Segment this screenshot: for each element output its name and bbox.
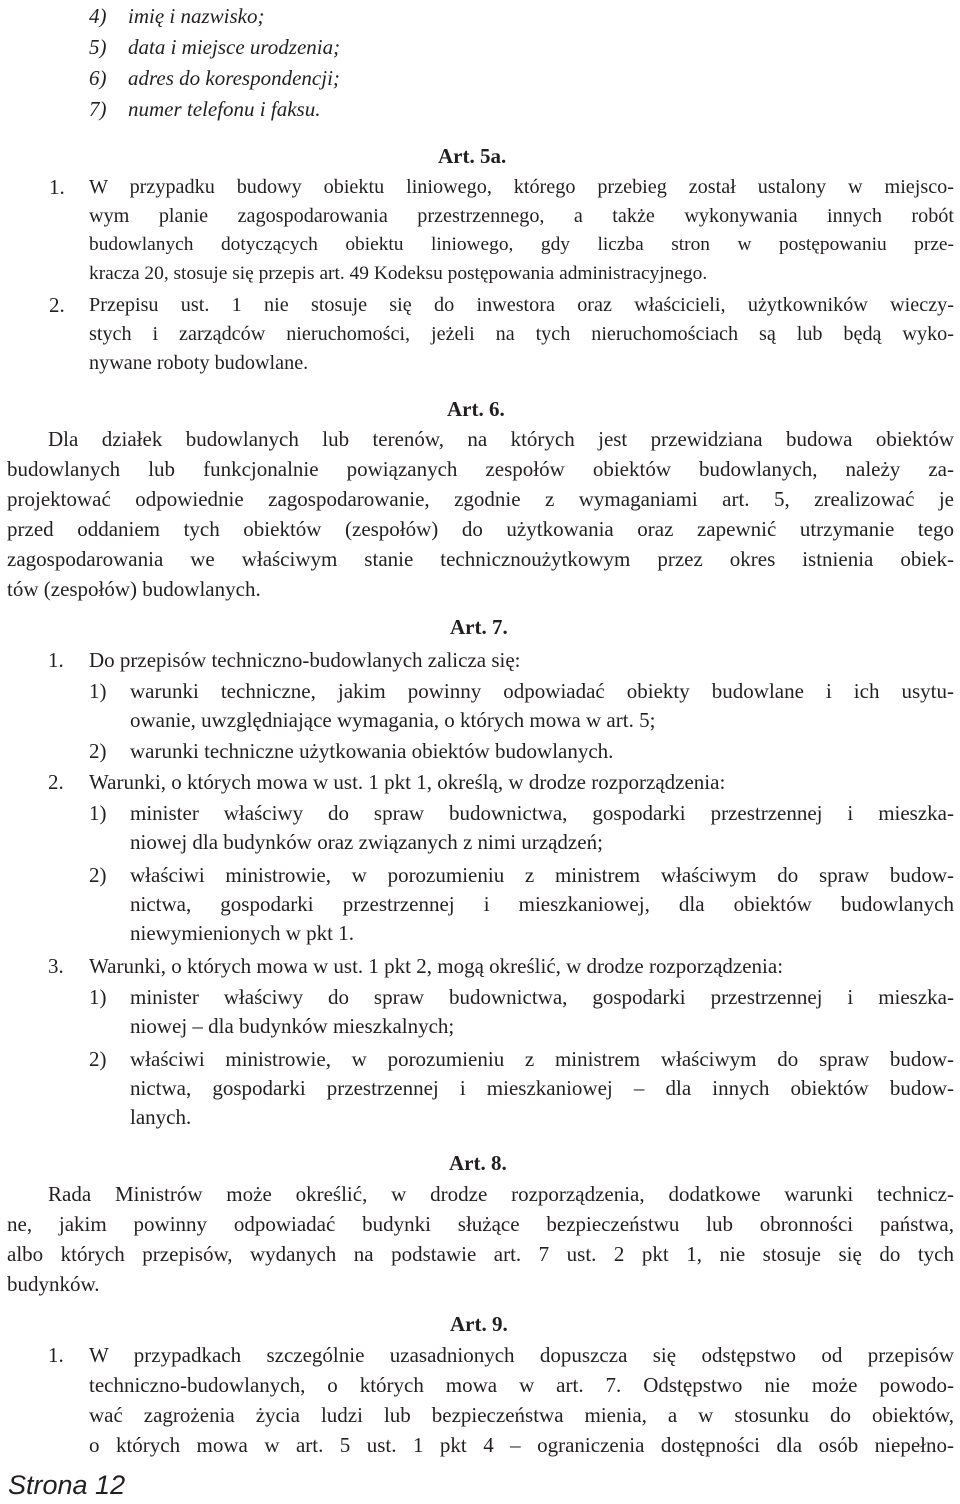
- text-line: wym planie zagospodarowania przestrzennego, a także wykonywania innych robót: [89, 205, 954, 227]
- article-heading: Art. 8.: [449, 1151, 507, 1175]
- list-item: data i miejsce urodzenia;: [128, 35, 341, 59]
- text-line: zagospodarowania we właściwym stanie technicznoużytkowym przez okres istnienia obiek-: [7, 547, 954, 571]
- text-line: lanych.: [130, 1105, 192, 1129]
- paragraph-lead: Warunki, o których mowa w ust. 1 pkt 1, określą, w drodze rozporządzenia:: [89, 770, 726, 794]
- text-line: techniczno-budowlanych, o których mowa w art. 7. Odstępstwo nie może powodo-: [89, 1373, 954, 1397]
- paragraph-lead: Warunki, o których mowa w ust. 1 pkt 2, mogą określić, w drodze rozporządzenia:: [89, 954, 784, 978]
- text-line: niowej dla budynków oraz związanych z nimi urządzeń;: [130, 830, 603, 854]
- article-heading: Art. 9.: [450, 1312, 508, 1336]
- list-number: 4): [89, 4, 107, 28]
- article-heading: Art. 7.: [450, 615, 508, 639]
- point-number: 2): [89, 1047, 107, 1071]
- text-line: niewymienionych w pkt 1.: [130, 921, 354, 945]
- paragraph-number: 1.: [49, 175, 65, 199]
- list-item: imię i nazwisko;: [128, 4, 265, 28]
- text-line: niowej – dla budynków mieszkalnych;: [130, 1014, 455, 1038]
- point-number: 1): [89, 985, 107, 1009]
- text-line: nictwa, gospodarki przestrzennej i mieszkaniowej – dla innych obiektów budow-: [130, 1076, 954, 1100]
- paragraph-number: 3.: [48, 954, 64, 978]
- text-line: Dla działek budowlanych lub terenów, na których jest przewidziana budowa obiektów: [48, 427, 954, 451]
- text-line: W przypadkach szczególnie uzasadnionych dopuszcza się odstępstwo od przepisów: [89, 1343, 954, 1367]
- point-number: 1): [89, 679, 107, 703]
- paragraph-lead: Do przepisów techniczno-budowlanych zalicza się:: [89, 648, 521, 672]
- text-line: przed oddaniem tych obiektów (zespołów) do użytkowania oraz zapewnić utrzymanie tego: [7, 517, 954, 541]
- text-line: budowlanych dotyczących obiektu liniowego, gdy liczba stron w postępowaniu prze-: [89, 234, 954, 255]
- text-line: budynków.: [7, 1272, 100, 1296]
- article-heading: Art. 5a.: [438, 144, 507, 168]
- paragraph-number: 2.: [49, 293, 65, 317]
- text-line: budowlanych lub funkcjonalnie powiązanych zespołów obiektów budowlanych, należy za-: [7, 457, 954, 481]
- text-line: owanie, uwzględniające wymagania, o których mowa w art. 5;: [130, 708, 656, 732]
- text-line: wać zagrożenia życia ludzi lub bezpieczeństwa mienia, a w stosunku do obiektów,: [89, 1403, 954, 1427]
- point-number: 2): [89, 739, 107, 763]
- paragraph-number: 1.: [48, 648, 64, 672]
- point-number: 2): [89, 863, 107, 887]
- text-line: minister właściwy do spraw budownictwa, gospodarki przestrzennej i mieszka-: [130, 801, 954, 825]
- text-line: właściwi ministrowie, w porozumieniu z ministrem właściwym do spraw budow-: [130, 1047, 954, 1071]
- text-line: W przypadku budowy obiektu liniowego, którego przebieg został ustalony w miejsco-: [89, 176, 954, 198]
- text-line: nywane roboty budowlane.: [89, 352, 309, 374]
- text-line: projektować odpowiednie zagospodarowanie, zgodnie z wymaganiami art. 5, zrealizować je: [7, 487, 954, 511]
- text-line: Rada Ministrów może określić, w drodze rozporządzenia, dodatkowe warunki technicz-: [48, 1182, 954, 1206]
- text-line: minister właściwy do spraw budownictwa, gospodarki przestrzennej i mieszka-: [130, 985, 954, 1009]
- text-line: ne, jakim powinny odpowiadać budynki służące bezpieczeństwu lub obronności państwa,: [7, 1212, 954, 1236]
- text-line: albo których przepisów, wydanych na podstawie art. 7 ust. 2 pkt 1, nie stosuje się do tych: [7, 1242, 954, 1266]
- text-line: warunki techniczne użytkowania obiektów budowlanych.: [130, 739, 614, 763]
- text-line: o których mowa w art. 5 ust. 1 pkt 4 – ograniczenia dostępności dla osób niepełno-: [89, 1433, 954, 1457]
- point-number: 1): [89, 801, 107, 825]
- text-line: właściwi ministrowie, w porozumieniu z ministrem właściwym do spraw budow-: [130, 863, 954, 887]
- list-number: 5): [89, 35, 107, 59]
- article-heading: Art. 6.: [447, 397, 505, 421]
- list-item: adres do korespondencji;: [128, 66, 340, 90]
- text-line: stych i zarządców nieruchomości, jeżeli na tych nieruchomościach są lub będą wyko-: [89, 323, 954, 345]
- text-line: kracza 20, stosuje się przepis art. 49 Kodeksu postępowania administracyjnego.: [89, 263, 708, 284]
- text-line: nictwa, gospodarki przestrzennej i mieszkaniowej, dla obiektów budowlanych: [130, 892, 954, 916]
- text-line: tów (zespołów) budowlanych.: [7, 577, 261, 601]
- list-number: 7): [89, 97, 107, 121]
- text-line: Przepisu ust. 1 nie stosuje się do inwestora oraz właścicieli, użytkowników wieczy-: [89, 294, 954, 316]
- paragraph-number: 2.: [48, 770, 64, 794]
- page-number: Strona 12: [8, 1470, 126, 1500]
- text-line: warunki techniczne, jakim powinny odpowiadać obiekty budowlane i ich usytu-: [130, 679, 954, 703]
- paragraph-number: 1.: [48, 1343, 64, 1367]
- list-number: 6): [89, 66, 107, 90]
- list-item: numer telefonu i faksu.: [128, 97, 321, 121]
